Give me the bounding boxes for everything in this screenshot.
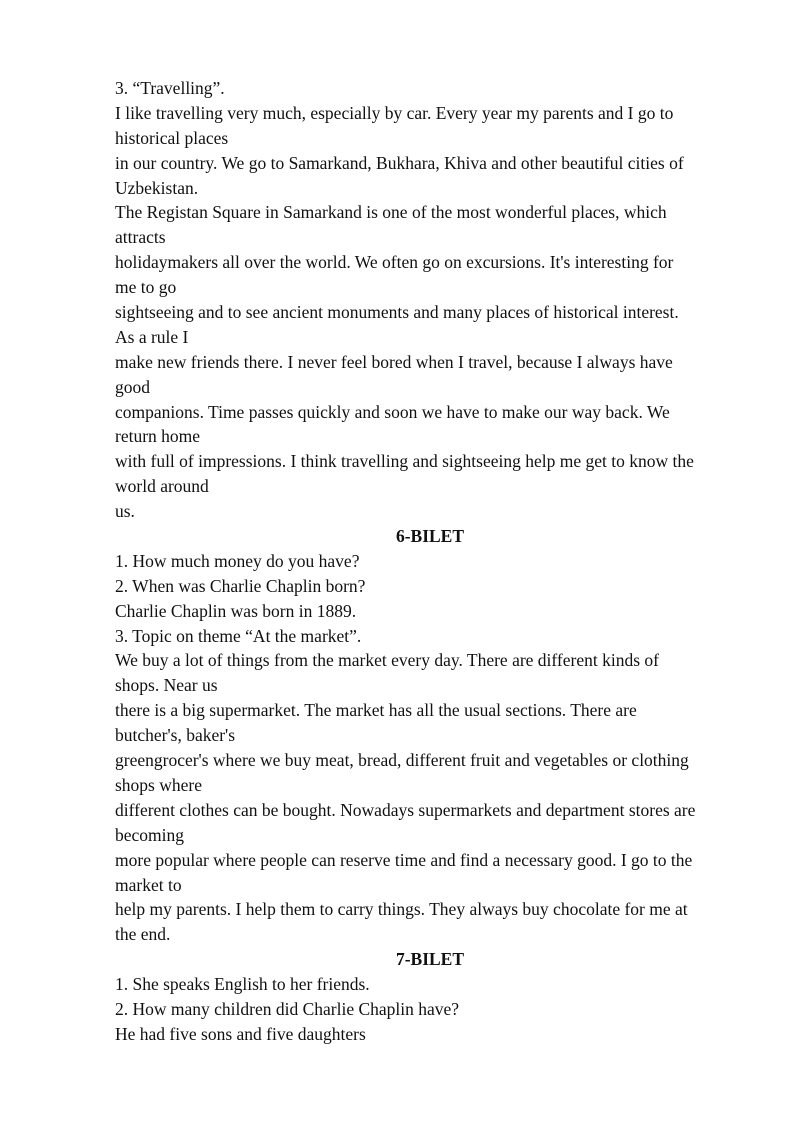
text-line: greengrocer's where we buy meat, bread, different fruit and vegetables or clothing	[115, 750, 689, 771]
text-line: return home	[115, 426, 201, 447]
text-line: us.	[115, 501, 135, 522]
document-body	[115, 76, 745, 1047]
text-line: me to go	[115, 277, 177, 298]
text-line: there is a big supermarket. The market has all the usual sections. There are	[115, 700, 637, 721]
text-line: shops where	[115, 774, 202, 795]
text-line: Uzbekistan.	[115, 177, 199, 198]
text-line: more popular where people can reserve time and find a necessary good. I go to the	[115, 849, 693, 870]
text-line: butcher's, baker's	[115, 725, 236, 746]
question-line: 2. How many children did Charlie Chaplin have?	[115, 998, 460, 1019]
text-line: make new friends there. I never feel bored when I travel, because I always have	[115, 351, 673, 372]
text-line: becoming	[115, 824, 185, 845]
section-title-travelling: 3. “Travelling”.	[115, 78, 225, 98]
text-line: different clothes can be bought. Nowadays supermarkets and department stores are	[115, 799, 696, 820]
answer-line: Charlie Chaplin was born in 1889.	[115, 600, 357, 621]
text-line: sightseeing and to see ancient monuments and many places of historical interest.	[115, 302, 679, 323]
bilet-7-section	[115, 972, 745, 1047]
bilet-6-section	[115, 549, 745, 947]
text-line: help my parents. I help them to carry things. They always buy chocolate for me at	[115, 899, 688, 920]
heading-7-bilet: 7-BILET	[395, 949, 465, 970]
text-line: in our country. We go to Samarkand, Bukhara, Khiva and other beautiful cities of	[115, 152, 684, 173]
text-line: holidaymakers all over the world. We often go on excursions. It's interesting for	[115, 252, 674, 273]
text-line: We buy a lot of things from the market every day. There are different kinds of	[115, 650, 659, 671]
answer-line: He had five sons and five daughters	[115, 1023, 366, 1044]
text-line: As a rule I	[115, 326, 189, 347]
text-line: historical places	[115, 127, 229, 148]
text-line: world around	[115, 476, 209, 497]
heading-6-bilet: 6-BILET	[395, 526, 465, 547]
text-line: market to	[115, 874, 182, 895]
question-line: 1. She speaks English to her friends.	[115, 974, 370, 995]
question-line: 2. When was Charlie Chaplin born?	[115, 575, 366, 596]
text-line: companions. Time passes quickly and soon we have to make our way back. We	[115, 401, 670, 422]
text-line: The Registan Square in Samarkand is one of the most wonderful places, which	[115, 202, 667, 223]
text-line: good	[115, 376, 150, 397]
text-line: the end.	[115, 924, 171, 945]
text-line: with full of impressions. I think travelling and sightseeing help me get to know the	[115, 451, 694, 472]
text-line: I like travelling very much, especially by car. Every year my parents and I go to	[115, 102, 674, 123]
question-line: 1. How much money do you have?	[115, 550, 360, 571]
text-line: attracts	[115, 227, 166, 248]
text-line: shops. Near us	[115, 675, 218, 696]
topic-title: 3. Topic on theme “At the market”.	[115, 625, 362, 646]
travelling-paragraph	[115, 101, 745, 524]
